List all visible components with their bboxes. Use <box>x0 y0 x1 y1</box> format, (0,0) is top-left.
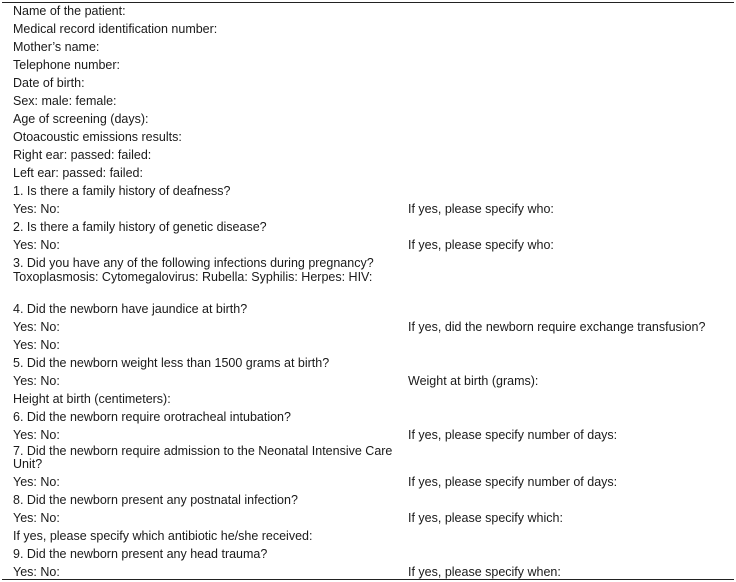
question-8: 8. Did the newborn present any postnatal infection? <box>13 493 298 507</box>
right-ear-label: Right ear: passed: failed: <box>13 148 152 162</box>
screening-age-label: Age of screening (days): <box>13 112 149 126</box>
question-5-height: Height at birth (centimeters): <box>13 392 171 406</box>
question-2-answer: Yes: No: <box>13 238 60 252</box>
question-6-followup: If yes, please specify number of days: <box>408 428 618 442</box>
question-9: 9. Did the newborn present any head trauma? <box>13 547 268 561</box>
question-5-followup: Weight at birth (grams): <box>408 374 539 388</box>
question-4-answer: Yes: No: <box>13 320 60 334</box>
question-5-answer: Yes: No: <box>13 374 60 388</box>
question-7: 7. Did the newborn require admission to the Neonatal Intensive Care Unit? <box>13 444 393 471</box>
date-of-birth-label: Date of birth: <box>13 76 85 90</box>
patient-name-label: Name of the patient: <box>13 4 126 18</box>
question-4-answer-2: Yes: No: <box>13 338 60 352</box>
screening-form <box>2 2 734 580</box>
question-9-followup: If yes, please specify when: <box>408 565 561 579</box>
question-6-answer: Yes: No: <box>13 428 60 442</box>
question-8-followup: If yes, please specify which: <box>408 511 563 525</box>
question-7-answer: Yes: No: <box>13 475 60 489</box>
question-2: 2. Is there a family history of genetic disease? <box>13 220 267 234</box>
mother-name-label: Mother’s name: <box>13 40 100 54</box>
question-8-answer: Yes: No: <box>13 511 60 525</box>
question-9-answer: Yes: No: <box>13 565 60 579</box>
record-number-label: Medical record identification number: <box>13 22 218 36</box>
question-1-answer: Yes: No: <box>13 202 60 216</box>
question-3: 3. Did you have any of the following infections during pregnancy? <box>13 256 374 270</box>
question-6: 6. Did the newborn require orotracheal intubation? <box>13 410 291 424</box>
question-4: 4. Did the newborn have jaundice at birth? <box>13 302 248 316</box>
question-7-followup: If yes, please specify number of days: <box>408 475 618 489</box>
telephone-label: Telephone number: <box>13 58 121 72</box>
question-1-followup: If yes, please specify who: <box>408 202 554 216</box>
left-ear-label: Left ear: passed: failed: <box>13 166 143 180</box>
question-3-options: Toxoplasmosis: Cytomegalovirus: Rubella: Syphilis: Herpes: HIV: <box>13 270 373 284</box>
oae-results-label: Otoacoustic emissions results: <box>13 130 182 144</box>
question-8-antibiotic: If yes, please specify which antibiotic he/she received: <box>13 529 313 543</box>
question-5: 5. Did the newborn weight less than 1500 grams at birth? <box>13 356 330 370</box>
question-4-followup: If yes, did the newborn require exchange transfusion? <box>408 320 706 334</box>
question-2-followup: If yes, please specify who: <box>408 238 554 252</box>
sex-label: Sex: male: female: <box>13 94 117 108</box>
question-1: 1. Is there a family history of deafness? <box>13 184 231 198</box>
